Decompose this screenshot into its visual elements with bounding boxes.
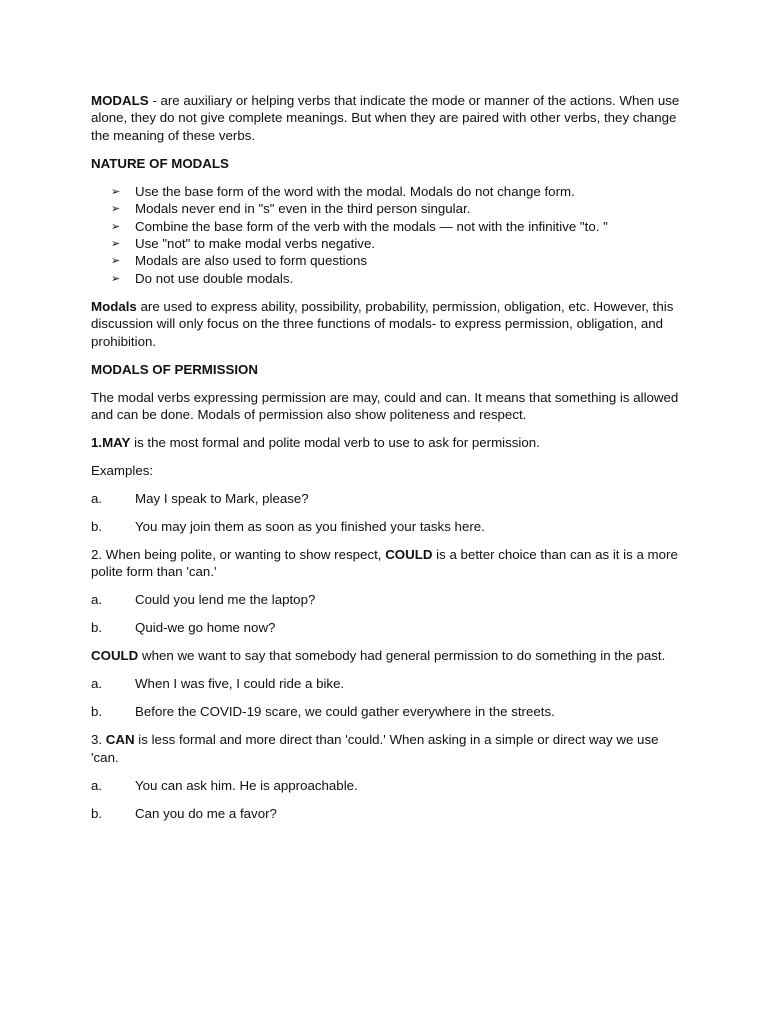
could-prefix: 2. When being polite, or wanting to show respect, [91, 547, 386, 563]
could-paragraph [91, 546, 680, 581]
list-item: ➢ Do not use double modals. [111, 270, 294, 286]
intro-text: - are auxiliary or helping verbs that indicate the mode or manner of the actions. When use alone, they do not give complete meanings. But when they are paired with other verbs, they change the meaning of these verbs. [91, 93, 680, 143]
can-paragraph [91, 731, 680, 766]
example-text: Before the COVID-19 scare, we could gather everywhere in the streets. [135, 704, 555, 720]
may-label: 1.MAY [91, 435, 131, 451]
list-item: ➢ Modals never end in "s" even in the third person singular. [111, 201, 471, 217]
example-item [91, 490, 680, 507]
example-marker: b. [91, 519, 103, 535]
can-prefix: 3. [91, 732, 106, 748]
functions-paragraph [91, 298, 680, 350]
example-item [91, 777, 680, 794]
nature-heading: NATURE OF MODALS [91, 155, 229, 171]
example-item [91, 619, 680, 636]
example-text: Can you do me a favor? [135, 805, 277, 821]
example-item [91, 591, 680, 608]
example-text: Could you lend me the laptop? [135, 592, 316, 608]
example-text: May I speak to Mark, please? [135, 491, 309, 507]
list-item: ➢ Combine the base form of the verb with the modals — not with the infinitive "to. " [111, 218, 608, 234]
may-paragraph [91, 434, 680, 451]
functions-term: Modals [91, 298, 137, 314]
permission-heading: MODALS OF PERMISSION [91, 361, 258, 377]
may-text: is the most formal and polite modal verb to use to ask for permission. [130, 435, 540, 451]
arrowhead-bullet-icon: ➢ [111, 202, 121, 216]
example-item [91, 675, 680, 692]
example-text: Quid-we go home now? [135, 620, 276, 636]
could-label: COULD [385, 547, 433, 563]
could-text: is a better choice than can as it is a more polite form than 'can.' [91, 547, 678, 580]
example-item [91, 703, 680, 720]
examples-label: Examples: [91, 463, 154, 479]
example-marker: a. [91, 676, 103, 692]
modals-term: MODALS [91, 93, 149, 108]
could-past-label: COULD [91, 648, 139, 664]
example-marker: b. [91, 805, 103, 821]
arrowhead-bullet-icon: ➢ [111, 184, 121, 198]
nature-list [91, 183, 680, 287]
functions-text: are used to express ability, possibility, probability, permission, obligation, etc. However, this discussion will only focus on the three functions of modals- to express permission, obligation, and prohibition. [91, 298, 674, 349]
example-marker: a. [91, 592, 103, 608]
arrowhead-bullet-icon: ➢ [111, 219, 121, 233]
example-item [91, 518, 680, 535]
list-item: ➢ Use "not" to make modal verbs negative. [111, 236, 376, 252]
example-marker: a. [91, 777, 103, 793]
example-text: You may join them as soon as you finished your tasks here. [135, 519, 485, 535]
arrowhead-bullet-icon: ➢ [111, 271, 121, 285]
example-item [91, 805, 680, 822]
permission-intro: The modal verbs expressing permission are may, could and can. It means that something is allowed and can be done. Modals of permission also show politeness and respect. [91, 389, 679, 423]
could-past-paragraph [91, 647, 680, 664]
example-marker: a. [91, 491, 103, 507]
example-marker: b. [91, 704, 103, 720]
arrowhead-bullet-icon: ➢ [111, 237, 121, 251]
list-item: ➢ Use the base form of the word with the modal. Modals do not change form. [111, 183, 575, 199]
example-text: When I was five, I could ride a bike. [135, 676, 345, 692]
intro-paragraph [91, 92, 680, 144]
could-past-text: when we want to say that somebody had general permission to do something in the past. [138, 648, 666, 664]
can-text: is less formal and more direct than 'could.' When asking in a simple or direct way we use 'can. [91, 732, 659, 765]
can-label: CAN [105, 732, 135, 748]
example-text: You can ask him. He is approachable. [135, 777, 358, 793]
list-item: ➢ Modals are also used to form questions [111, 253, 368, 269]
arrowhead-bullet-icon: ➢ [111, 254, 121, 268]
example-marker: b. [91, 620, 103, 636]
